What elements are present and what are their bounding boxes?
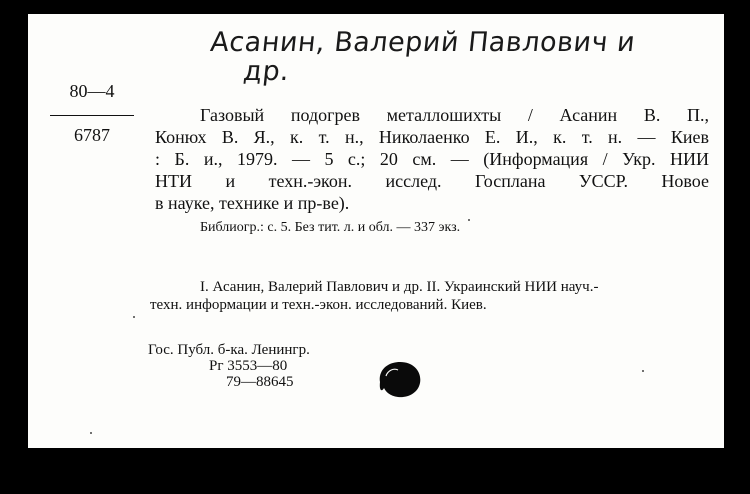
- tracings-line-1: I. Асанин, Валерий Павлович и др. II. Украинский НИИ науч.-: [200, 279, 599, 295]
- handwritten-heading-line-2: др.: [241, 56, 291, 87]
- ink-stamp-blot: [376, 358, 424, 400]
- paper-speck: [90, 432, 92, 434]
- entry-line: Газовый подогрев металлошихты / Асанин В. П.,: [200, 105, 709, 125]
- entry-line: : Б. и., 1979. — 5 с.; 20 см. — (Информация / Укр. НИИ: [155, 149, 709, 169]
- call-number-top: 80—4: [69, 81, 115, 101]
- entry-line: НТИ и техн.-экон. исслед. Госплана УССР. Новое: [155, 171, 709, 191]
- tracings-line-2: техн. информации и техн.-экон. исследований. Киев.: [150, 297, 487, 313]
- handwritten-heading-line-1: Асанин, Валерий Павлович и: [208, 27, 637, 58]
- call-number: [50, 80, 134, 146]
- library-name: Гос. Публ. б-ка. Ленингр.: [148, 342, 310, 358]
- catalog-card: [28, 14, 724, 448]
- holding-info: [148, 342, 310, 390]
- paper-speck: [133, 316, 135, 318]
- paper-speck: [468, 219, 470, 221]
- bibliographic-notes: Библиогр.: с. 5. Без тит. л. и обл. — 337 экз.: [200, 220, 461, 235]
- call-number-bottom: 6787: [74, 125, 110, 145]
- accession-number: 79—88645: [226, 374, 294, 390]
- paper-speck: [642, 370, 644, 372]
- bibliographic-entry: [155, 104, 709, 214]
- entry-line: в науке, технике и пр-ве).: [155, 193, 350, 213]
- shelf-mark: Рг 3553—80: [209, 358, 288, 374]
- handwritten-heading: [206, 28, 712, 86]
- call-number-divider: [50, 115, 134, 116]
- entry-line: Конюх В. Я., к. т. н., Николаенко Е. И., к. т. н. — Киев: [155, 127, 709, 147]
- tracings: [150, 278, 710, 314]
